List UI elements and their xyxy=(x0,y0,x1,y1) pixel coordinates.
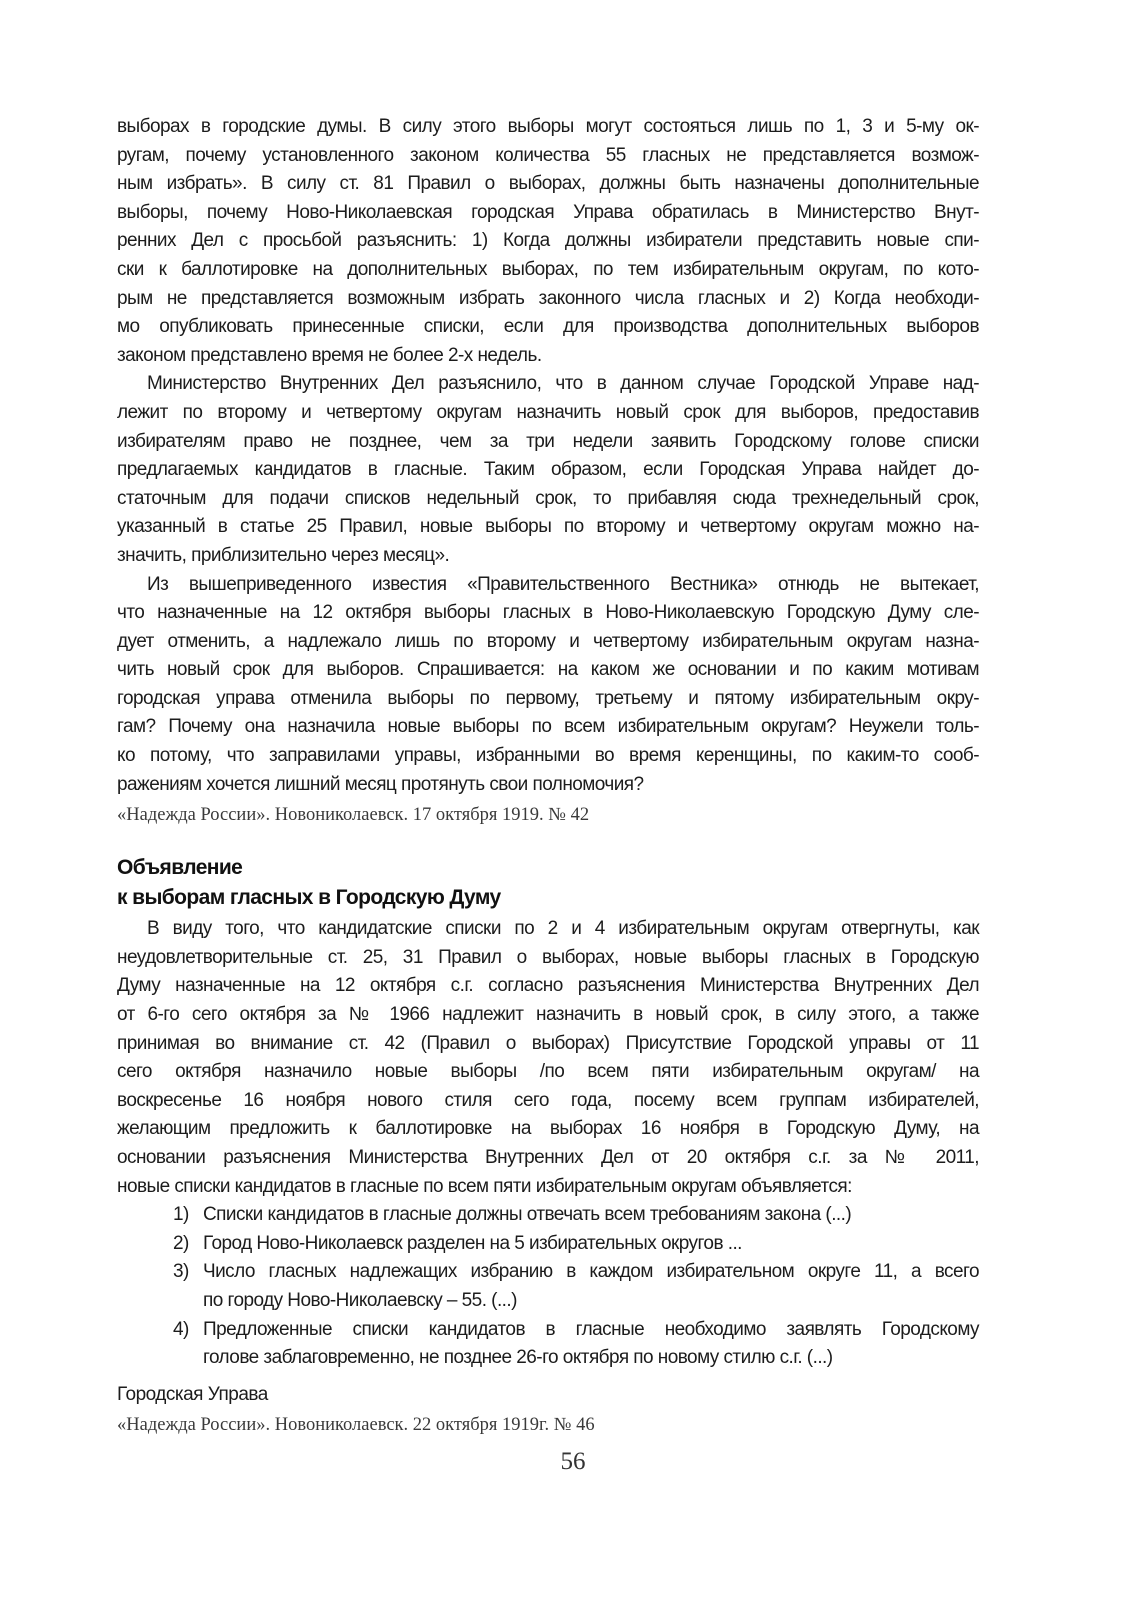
text-line: ски к баллотировке на дополнительных выборах, по тем избирательным округам, по кото- xyxy=(117,258,979,280)
book-page xyxy=(117,113,979,1439)
text-line: что назначенные на 12 октября выборы гласных в Ново-Николаевскую Городскую Думу сле- xyxy=(117,602,979,624)
text-line: значить, приблизительно через месяц». xyxy=(117,544,450,566)
article-2-body xyxy=(117,915,979,1373)
list-item xyxy=(117,1316,979,1373)
text-line: воскресенье 16 ноября нового стиля сего года, посему всем группам избирателей, xyxy=(117,1089,979,1111)
list-item xyxy=(117,1258,979,1315)
text-line: Предложенные списки кандидатов в гласные необходимо заявлять Городскому xyxy=(203,1318,979,1340)
text-line: принимая во внимание ст. 42 (Правил о выборах) Присутствие Городской управы от 11 xyxy=(117,1032,979,1054)
text-line: Число гласных надлежащих избранию в каждом избирательном округе 11, а всего xyxy=(203,1261,979,1283)
list-number: 2) xyxy=(173,1232,189,1254)
text-line: дует отменить, а надлежало лишь по второму и четвертому избирательным округам назна- xyxy=(117,630,979,652)
text-line: ругам, почему установленного законом количества 55 гласных не представляется возмож- xyxy=(117,144,979,166)
source-citation: «Надежда России». Новониколаевск. 17 октября 1919. № 42 xyxy=(117,805,590,826)
text-line: Из вышеприведенного известия «Правительственного Вестника» отнюдь не вытекает, xyxy=(147,573,979,595)
text-line: мо опубликовать принесенные списки, если для производства дополнительных выборов xyxy=(117,316,979,338)
text-line: рым не представляется возможным избрать законного числа гласных и 2) Когда необходи- xyxy=(117,287,979,309)
list-item xyxy=(117,1201,979,1230)
text-line: новые списки кандидатов в гласные по всем пяти избирательным округам объявляется: xyxy=(117,1175,852,1197)
source-citation: «Надежда России». Новониколаевск. 22 октября 1919г. № 46 xyxy=(117,1414,595,1435)
text-line: чить новый срок для выборов. Спрашивается: на каком же основании и по каким мотивам xyxy=(117,659,979,681)
text-line: основании разъяснения Министерства Внутренних Дел от 20 октября с.г. за № 2011, xyxy=(117,1147,979,1168)
text-line: по городу Ново-Николаевску – 55. (...) xyxy=(203,1289,517,1311)
text-line: ко потому, что заправилами управы, избранными во время керенщины, по каким-то сооб- xyxy=(117,745,979,767)
list-number: 4) xyxy=(173,1318,189,1340)
text-line: голове заблаговременно, не позднее 26-го октября по новому стилю с.г. (...) xyxy=(203,1347,833,1369)
text-line: законом представлено время не более 2-х недель. xyxy=(117,344,542,366)
article-1-body xyxy=(117,113,979,799)
text-line: от 6-го сего октября за № 1966 надлежит назначить в новый срок, в силу этого, а также xyxy=(117,1004,979,1026)
page-number: 56 xyxy=(560,1448,586,1475)
heading-line-1: Объявление xyxy=(117,856,243,880)
text-line: предлагаемых кандидатов в гласные. Таким образом, если Городская Управа найдет до- xyxy=(117,459,979,481)
text-line: В виду того, что кандидатские списки по 2 и 4 избирательным округам отвергнуты, как xyxy=(147,918,979,940)
text-line: Думу назначенные на 12 октября с.г. согласно разъяснения Министерства Внутренних Дел xyxy=(117,975,979,997)
announcement-paragraph xyxy=(117,915,979,1201)
text-line: Министерство Внутренних Дел разъяснило, что в данном случае Городской Управе над- xyxy=(147,373,979,395)
text-line: статочным для подачи списков недельный срок, то прибавляя сюда трехнедельный срок, xyxy=(117,487,979,509)
text-line: лежит по второму и четвертому округам назначить новый срок для выборов, предоставив xyxy=(117,401,979,423)
text-line: городская управа отменила выборы по первому, третьему и пятому избирательным окру- xyxy=(117,687,979,709)
text-line: ным избрать». В силу ст. 81 Правил о выборах, должны быть назначены дополнительные xyxy=(117,173,979,195)
text-line: неудовлетворительные ст. 25, 31 Правил о выборах, новые выборы гласных в Городскую xyxy=(117,946,979,968)
text-line: желающим предложить к баллотировке на выборах 16 ноября в Городскую Думу, на xyxy=(117,1118,979,1140)
text-line: избирателям право не позднее, чем за три недели заявить Городскому голове списки xyxy=(117,430,979,452)
text-line: Город Ново-Николаевск разделен на 5 избирательных округов ... xyxy=(203,1232,742,1254)
numbered-list xyxy=(117,1201,979,1373)
section-heading xyxy=(117,853,979,913)
paragraph-1 xyxy=(117,113,979,370)
text-line: ражениям хочется лишний месяц протянуть свои полномочия? xyxy=(117,773,644,795)
text-line: гам? Почему она назначила новые выборы по всем избирательным округам? Неужели толь- xyxy=(117,716,979,738)
text-line: указанный в статье 25 Правил, новые выборы по второму и четвертому округам можно на- xyxy=(117,516,979,538)
text-line: выборах в городские думы. В силу этого выборы могут состояться лишь по 1, 3 и 5-му ок- xyxy=(117,116,979,137)
paragraph-2 xyxy=(117,370,979,570)
list-number: 3) xyxy=(173,1261,189,1283)
text-line: ренних Дел с просьбой разъяснить: 1) Когда должны избиратели представить новые спи- xyxy=(117,230,979,252)
heading-line-2: к выборам гласных в Городскую Думу xyxy=(117,886,501,910)
list-item xyxy=(117,1230,979,1259)
signature: Городская Управа xyxy=(117,1383,268,1405)
text-line: выборы, почему Ново-Николаевская городская Управа обратилась в Министерство Внут- xyxy=(117,201,979,223)
text-line: сего октября назначило новые выборы /по всем пяти избирательным округам/ на xyxy=(117,1061,979,1083)
text-line: Списки кандидатов в гласные должны отвечать всем требованиям закона (...) xyxy=(203,1204,852,1226)
list-number: 1) xyxy=(173,1204,189,1226)
paragraph-3 xyxy=(117,571,979,800)
